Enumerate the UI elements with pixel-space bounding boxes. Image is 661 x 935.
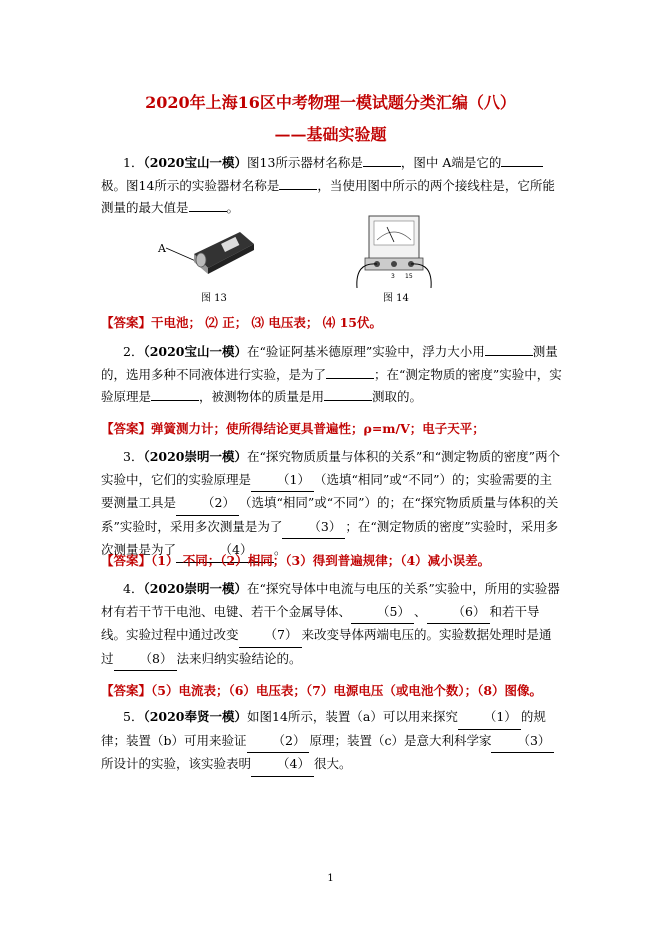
fig13-label-a: A — [158, 242, 166, 255]
meter-terminal-15: 15 — [405, 273, 413, 280]
battery-figure — [150, 218, 260, 288]
blank — [326, 378, 374, 379]
blank: （1） — [458, 706, 521, 730]
blank: （3） — [282, 516, 345, 540]
question-2: 2．（2020宝山一模）在“验证阿基米德原理”实验中，浮力大小用 测量的，选用多种不同液体进行实验，是为了 ；在“测定物质的密度”实验中，实验原理是 ，被测物体的质量是用 测取的。 — [101, 344, 562, 404]
blank: （3） — [491, 730, 554, 754]
question-1-number: 1． — [123, 155, 144, 170]
blank: （6） — [427, 601, 490, 625]
blank — [501, 166, 543, 167]
blank — [151, 400, 199, 401]
voltmeter-figure — [347, 212, 437, 292]
blank — [485, 355, 533, 356]
figure-13-caption: 图 13 — [201, 293, 227, 304]
blank: （5） — [351, 601, 414, 625]
blank — [324, 400, 372, 401]
answer-3: 【答案】（1） 不同；（2）相同；（3）得到普遍规律；（4）减小误差。 — [101, 553, 491, 568]
question-1: 1．（2020宝山一模）图13所示器材名称是 ，图中 A端是它的极。图14所示的实验器材名称是 ，当使用图中所示的两个接线柱是，它所能测量的最大值是 。 — [101, 155, 555, 215]
blank — [279, 189, 317, 190]
blank: （7） — [239, 624, 302, 648]
figure-14-caption: 图 14 — [383, 293, 409, 304]
page-number: 1 — [327, 873, 334, 884]
question-5: 5．（2020奉贤一模）如图14所示，装置（a）可以用来探究 （1） 的规律；装置（b）可用来验证 （2） 原理；装置（c）是意大利科学家 （3）所设计的实验，该实验表明 （4） 很大。 — [101, 706, 563, 777]
blank: （4） — [176, 539, 274, 563]
blank: （2） — [176, 492, 239, 516]
meter-terminal-3: 3 — [391, 273, 395, 280]
question-1-source: （2020宝山一模） — [143, 155, 247, 170]
question-4: 4．（2020崇明一模）在“探究导体中电流与电压的关系”实验中，所用的实验器材有若干节干电池、电键、若干个金属导体、 （5） 、 （6） 和若干导线。实验过程中通过改变 （7） 来改变导体两端电压的。实验数据处理时是通过 （8） 法来归纳实验结论的。 — [101, 578, 563, 671]
answer-2: 【答案】弹簧测力计；使所得结论更具普遍性；ρ=m/V；电子天平； — [101, 421, 485, 436]
blank — [189, 211, 227, 212]
answer-4: 【答案】（5）电流表；（6）电压表；（7）电源电压（或电池个数）；（8）图像。 — [101, 683, 543, 698]
blank: （2） — [247, 730, 310, 754]
question-3: 3．（2020崇明一模）在“探究物质质量与体积的关系”和“测定物质的密度”两个实验中，它们的实验原理是 （1） （选填“相同”或“不同”）的；实验需要的主要测量工具是 （2） （选填“相同”或“不同”）的；在“探究物质质量与体积的关系”实验时，采用多次测量是为了 （3） ；在“测定物质的密度”实验时，采用多次测量是为了 （4） 。 — [101, 446, 563, 563]
blank: （1） — [251, 469, 314, 493]
blank: （4） — [251, 753, 314, 777]
blank: （8） — [114, 648, 177, 672]
answer-1: 【答案】干电池； ⑵ 正； ⑶ 电压表； ⑷ 15伏。 — [101, 315, 383, 330]
document-subtitle: ——基础实验题 — [274, 125, 387, 144]
document-title: 2020年上海16区中考物理一模试题分类汇编（八） — [145, 93, 516, 112]
blank — [363, 166, 401, 167]
